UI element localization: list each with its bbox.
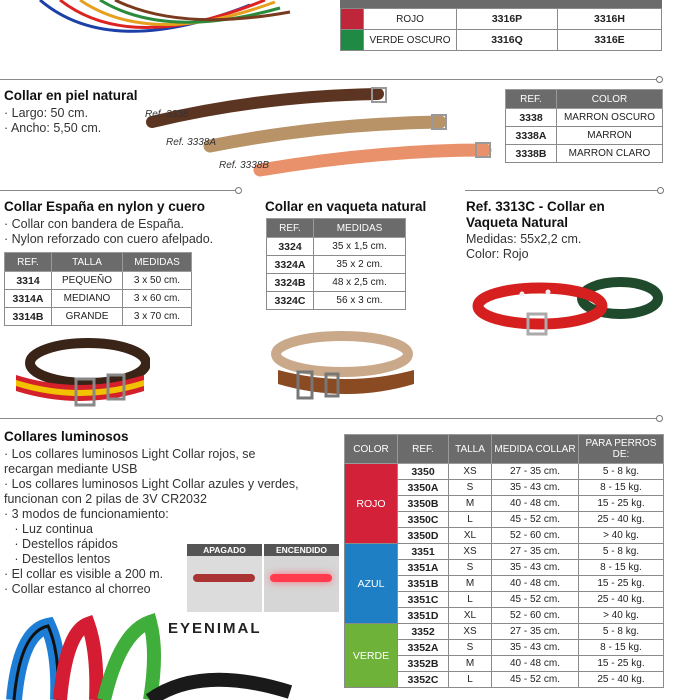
piel-photo-label-1: Ref. 3338 xyxy=(145,109,189,120)
luminosos-line: recargan mediante USB xyxy=(4,462,138,476)
table-cell: 27 - 35 cm. xyxy=(492,624,579,640)
divider xyxy=(0,190,235,191)
table-cell: 25 - 40 kg. xyxy=(579,512,664,528)
vaqueta-table xyxy=(266,218,406,310)
table-cell: 48 x 2,5 cm. xyxy=(314,274,406,292)
espana-title: Collar España en nylon y cuero xyxy=(4,199,206,214)
col-talla: TALLA xyxy=(449,435,492,464)
color-swatch xyxy=(341,9,364,30)
ref3313-title-1: Ref. 3313C - Collar en xyxy=(466,199,605,214)
col-color: COLOR xyxy=(345,435,398,464)
vaqueta-title: Collar en vaqueta natural xyxy=(265,199,427,214)
piel-line-2: · Ancho: 5,50 cm. xyxy=(4,121,102,135)
table-cell: 40 - 48 cm. xyxy=(492,576,579,592)
ref-cell: 3316Q xyxy=(457,30,558,51)
table-row xyxy=(506,109,663,127)
table-cell: 5 - 8 kg. xyxy=(579,624,664,640)
ref3313-title-2: Vaqueta Natural xyxy=(466,215,569,230)
collar-on xyxy=(270,574,332,582)
table-row xyxy=(341,9,662,30)
color-name-cell: ROJO xyxy=(364,9,457,30)
table-cell: 35 x 2 cm. xyxy=(314,256,406,274)
table-row xyxy=(267,274,406,292)
table-cell: MARRON xyxy=(557,127,663,145)
col-medida: MEDIDA COLLAR xyxy=(492,435,579,464)
ref-cell: 3351B xyxy=(398,576,449,592)
luminosos-line: · Collar estanco al chorreo xyxy=(4,582,151,596)
ref-cell: 3324B xyxy=(267,274,314,292)
table-row xyxy=(267,292,406,310)
table-cell: L xyxy=(449,672,492,688)
ref-cell: 3314A xyxy=(5,290,52,308)
vaqueta-collar-photo xyxy=(268,330,420,410)
table-cell: 35 x 1,5 cm. xyxy=(314,238,406,256)
top-color-table xyxy=(340,8,662,51)
luminosos-line: funcionan con 2 pilas de 3V CR2032 xyxy=(4,492,207,506)
light-collars-photo xyxy=(0,612,300,700)
table-cell: MEDIANO xyxy=(52,290,123,308)
ref-cell: 3350B xyxy=(398,496,449,512)
piel-table xyxy=(505,89,663,163)
table-row xyxy=(267,238,406,256)
ref-cell: 3338A xyxy=(506,127,557,145)
luminosos-line: · El collar es visible a 200 m. xyxy=(4,567,164,581)
ref-cell: 3350 xyxy=(398,464,449,480)
table-cell: MARRON OSCURO xyxy=(557,109,663,127)
col-color: COLOR xyxy=(557,90,663,109)
ref-cell: 3352C xyxy=(398,672,449,688)
table-cell: 5 - 8 kg. xyxy=(579,464,664,480)
ref-cell: 3352A xyxy=(398,640,449,656)
table-cell: 56 x 3 cm. xyxy=(314,292,406,310)
table-cell: 8 - 15 kg. xyxy=(579,560,664,576)
table-row xyxy=(5,308,192,326)
ref-cell: 3314B xyxy=(5,308,52,326)
piel-collars-photo xyxy=(140,84,500,184)
table-cell: 40 - 48 cm. xyxy=(492,496,579,512)
ref-cell: 3324A xyxy=(267,256,314,274)
ref-cell: 3324 xyxy=(267,238,314,256)
table-cell: L xyxy=(449,512,492,528)
table-cell: XL xyxy=(449,608,492,624)
ref3313-collar-photo xyxy=(470,272,665,342)
col-medidas: MEDIDAS xyxy=(123,253,192,272)
table-cell: 45 - 52 cm. xyxy=(492,672,579,688)
table-row xyxy=(345,464,664,480)
encendido-photo xyxy=(264,544,339,612)
table-cell: M xyxy=(449,576,492,592)
luminosos-title: Collares luminosos xyxy=(4,429,129,444)
ref-cell: 3314 xyxy=(5,272,52,290)
table-cell: 52 - 60 cm. xyxy=(492,528,579,544)
table-cell: 35 - 43 cm. xyxy=(492,560,579,576)
table-cell: 3 x 50 cm. xyxy=(123,272,192,290)
col-talla: TALLA xyxy=(52,253,123,272)
table-cell: M xyxy=(449,656,492,672)
apagado-photo xyxy=(187,544,262,612)
table-cell: 8 - 15 kg. xyxy=(579,640,664,656)
table-cell: 25 - 40 kg. xyxy=(579,592,664,608)
color-swatch xyxy=(341,30,364,51)
table-cell: 3 x 60 cm. xyxy=(123,290,192,308)
table-cell: M xyxy=(449,496,492,512)
ref-cell: 3338 xyxy=(506,109,557,127)
table-cell: 40 - 48 cm. xyxy=(492,656,579,672)
piel-title: Collar en piel natural xyxy=(4,88,138,103)
table-cell: 35 - 43 cm. xyxy=(492,480,579,496)
table-cell: S xyxy=(449,560,492,576)
table-cell: 45 - 52 cm. xyxy=(492,512,579,528)
ref-cell: 3351D xyxy=(398,608,449,624)
color-group-cell: VERDE xyxy=(345,624,398,688)
espana-collar-photo xyxy=(10,333,150,413)
color-group-cell: AZUL xyxy=(345,544,398,624)
collar-off xyxy=(193,574,255,582)
table-cell: > 40 kg. xyxy=(579,608,664,624)
divider-dot xyxy=(656,415,663,422)
ref-cell: 3350A xyxy=(398,480,449,496)
ref-cell: 3351 xyxy=(398,544,449,560)
col-ref: REF. xyxy=(506,90,557,109)
table-row xyxy=(341,30,662,51)
table-row xyxy=(345,624,664,640)
color-group-cell: ROJO xyxy=(345,464,398,544)
luminosos-line: · Luz continua xyxy=(4,522,93,536)
divider-dot xyxy=(656,76,663,83)
col-ref: REF. xyxy=(5,253,52,272)
eyenimal-logo: EYENIMAL xyxy=(168,620,262,637)
col-ref: REF. xyxy=(398,435,449,464)
table-cell: L xyxy=(449,592,492,608)
ref-cell: 3350D xyxy=(398,528,449,544)
col-ref: REF. xyxy=(267,219,314,238)
table-cell: > 40 kg. xyxy=(579,528,664,544)
espana-line-2: · Nylon reforzado con cuero afelpado. xyxy=(4,232,214,246)
luminosos-line: · Los collares luminosos Light Collar azules y verdes, xyxy=(4,477,299,491)
table-cell: 15 - 25 kg. xyxy=(579,656,664,672)
table-cell: 15 - 25 kg. xyxy=(579,576,664,592)
ref-cell: 3352 xyxy=(398,624,449,640)
ref-cell: 3351C xyxy=(398,592,449,608)
luminosos-line: · Los collares luminosos Light Collar rojos, se xyxy=(4,447,256,461)
encendido-label: ENCENDIDO xyxy=(264,544,339,556)
table-cell: XS xyxy=(449,544,492,560)
table-cell: 27 - 35 cm. xyxy=(492,544,579,560)
table-cell: 3 x 70 cm. xyxy=(123,308,192,326)
top-table-cut-row xyxy=(340,0,662,8)
ref3313-line-2: Color: Rojo xyxy=(466,247,529,261)
ref3313-line-1: Medidas: 55x2,2 cm. xyxy=(466,232,582,246)
piel-photo-label-3: Ref. 3338B xyxy=(219,160,270,171)
table-cell: 45 - 52 cm. xyxy=(492,592,579,608)
table-cell: 5 - 8 kg. xyxy=(579,544,664,560)
leash-photo xyxy=(0,0,300,78)
table-cell: S xyxy=(449,480,492,496)
col-peso: PARA PERROS DE: xyxy=(579,435,664,464)
table-row xyxy=(345,544,664,560)
luminosos-line: · Destellos rápidos xyxy=(4,537,118,551)
luminosos-table xyxy=(344,434,664,688)
table-row xyxy=(267,256,406,274)
table-cell: 15 - 25 kg. xyxy=(579,496,664,512)
divider-dot xyxy=(657,187,664,194)
table-cell: 27 - 35 cm. xyxy=(492,464,579,480)
table-cell: 35 - 43 cm. xyxy=(492,640,579,656)
ref-cell: 3316P xyxy=(457,9,558,30)
table-cell: XS xyxy=(449,464,492,480)
ref-cell: 3350C xyxy=(398,512,449,528)
table-row xyxy=(5,290,192,308)
table-cell: XL xyxy=(449,528,492,544)
color-name-cell: VERDE OSCURO xyxy=(364,30,457,51)
luminosos-line: · 3 modos de funcionamiento: xyxy=(4,507,169,521)
table-cell: 52 - 60 cm. xyxy=(492,608,579,624)
table-cell: XS xyxy=(449,624,492,640)
divider xyxy=(0,79,660,80)
ref-cell: 3316E xyxy=(558,30,662,51)
piel-line-1: · Largo: 50 cm. xyxy=(4,106,89,120)
table-row xyxy=(5,272,192,290)
divider xyxy=(0,418,660,419)
ref-cell: 3352B xyxy=(398,656,449,672)
table-cell: 25 - 40 kg. xyxy=(579,672,664,688)
table-cell: 8 - 15 kg. xyxy=(579,480,664,496)
divider-dot xyxy=(235,187,242,194)
table-cell: GRANDE xyxy=(52,308,123,326)
espana-line-1: · Collar con bandera de España. xyxy=(4,217,184,231)
piel-photo-label-2: Ref. 3338A xyxy=(166,137,217,148)
col-medidas: MEDIDAS xyxy=(314,219,406,238)
ref-cell: 3338B xyxy=(506,145,557,163)
table-row xyxy=(506,127,663,145)
espana-table xyxy=(4,252,192,326)
table-cell: S xyxy=(449,640,492,656)
table-cell: PEQUEÑO xyxy=(52,272,123,290)
ref-cell: 3316H xyxy=(558,9,662,30)
ref-cell: 3324C xyxy=(267,292,314,310)
table-row xyxy=(506,145,663,163)
luminosos-line: · Destellos lentos xyxy=(4,552,111,566)
divider xyxy=(465,190,660,191)
table-cell: MARRON CLARO xyxy=(557,145,663,163)
apagado-label: APAGADO xyxy=(187,544,262,556)
ref-cell: 3351A xyxy=(398,560,449,576)
